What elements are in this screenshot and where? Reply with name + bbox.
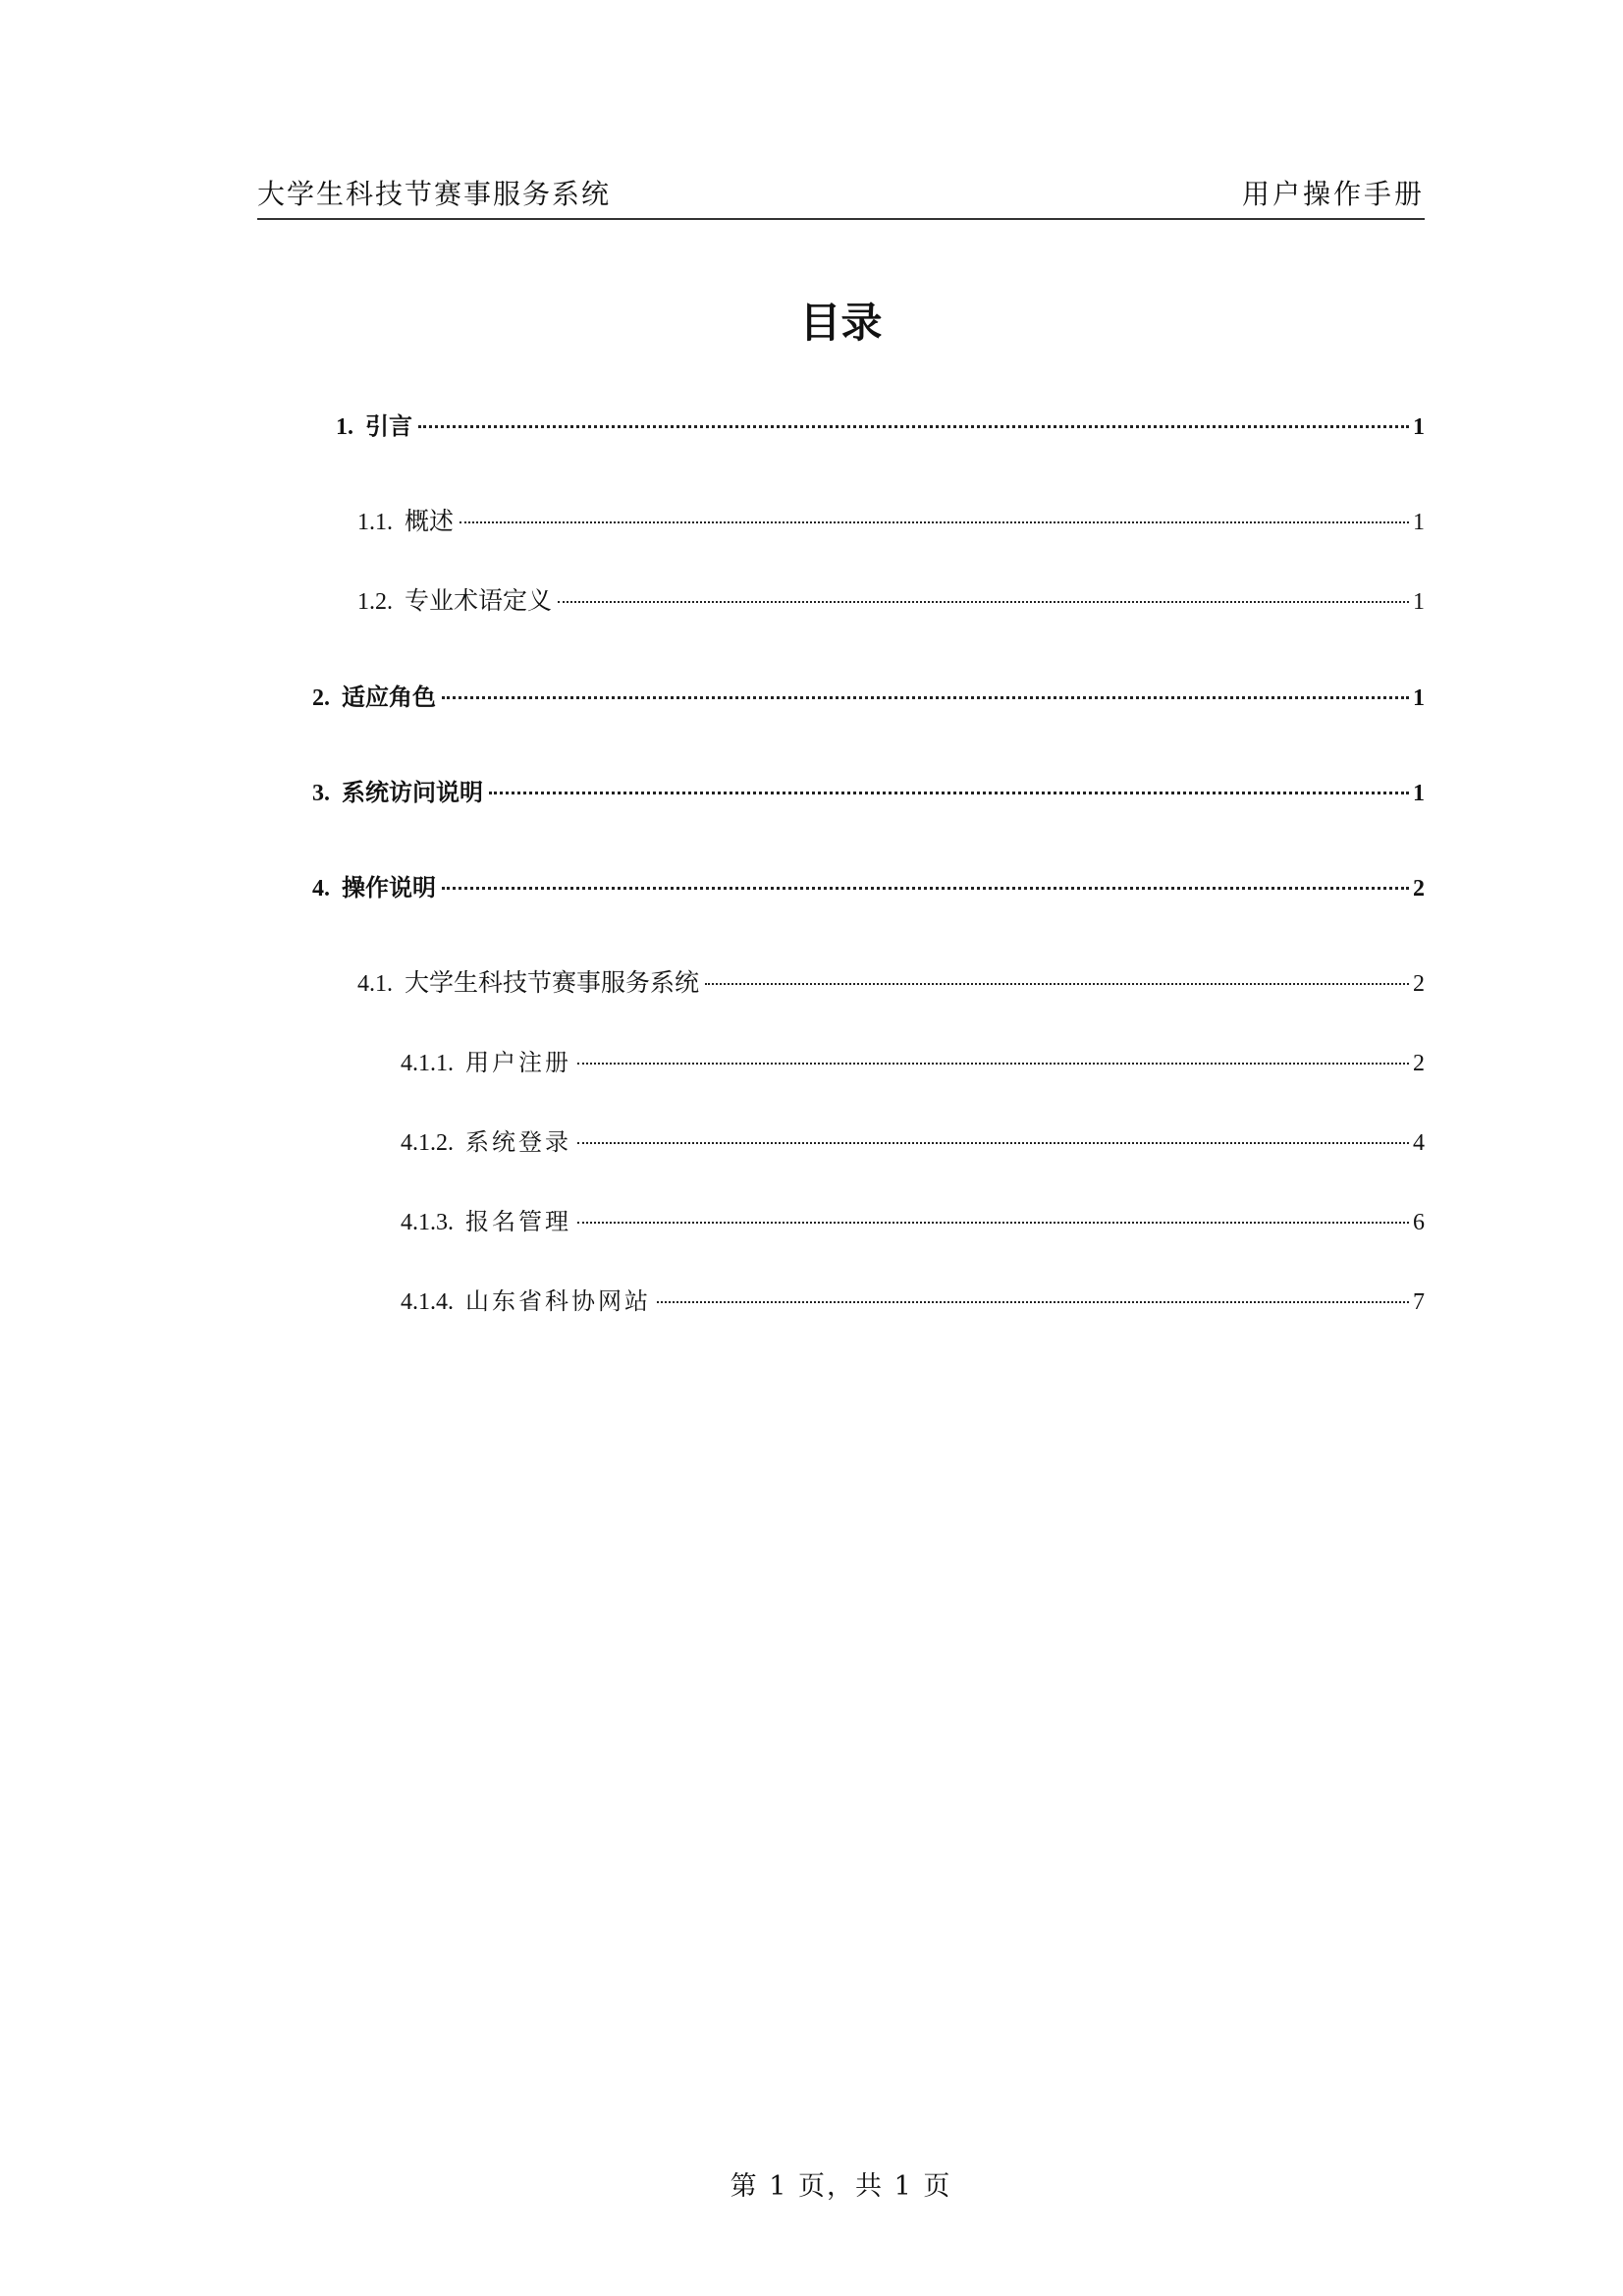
toc-entry-page: 4 [1413, 1130, 1425, 1156]
toc-dot-leader [489, 792, 1409, 794]
toc-entry-page: 2 [1413, 1051, 1425, 1076]
toc-dot-leader [418, 425, 1409, 428]
header-left-title: 大学生科技节赛事服务系统 [257, 178, 612, 210]
toc-entry-page: 6 [1413, 1210, 1425, 1235]
toc-entry-label: 大学生科技节赛事服务系统 [405, 968, 700, 997]
toc-entry-page: 1 [1413, 414, 1425, 440]
toc-entry-number: 1.1. [357, 510, 393, 535]
toc-entry-4-1-4[interactable] [401, 1282, 1425, 1317]
toc-entry-page: 1 [1413, 781, 1425, 806]
toc-entry-number: 4.1.4. [401, 1289, 454, 1315]
toc-entry-label: 操作说明 [342, 874, 436, 902]
toc-entry-page: 1 [1413, 685, 1425, 711]
toc-entry-2[interactable] [312, 678, 1425, 713]
toc-entry-page: 2 [1413, 876, 1425, 902]
toc-entry-4[interactable] [312, 868, 1425, 903]
toc-entry-page: 1 [1413, 589, 1425, 615]
toc-entry-number: 4.1.1. [401, 1051, 454, 1076]
toc-dot-leader [442, 887, 1409, 890]
toc-entry-label: 用户注册 [465, 1049, 571, 1076]
toc-entry-number: 4.1.3. [401, 1210, 454, 1235]
toc-dot-leader [577, 1142, 1409, 1144]
toc-entry-number: 1. [336, 414, 353, 440]
toc-entry-number: 2. [312, 685, 330, 711]
toc-entry-label: 专业术语定义 [405, 586, 553, 615]
toc-entry-number: 4.1. [357, 971, 393, 997]
header-divider [257, 218, 1425, 220]
toc-entry-page: 2 [1413, 971, 1425, 997]
toc-dot-leader [442, 696, 1409, 699]
header-right-title: 用户操作手册 [1241, 178, 1425, 210]
toc-dot-leader [577, 1222, 1409, 1224]
toc-dot-leader [657, 1301, 1409, 1303]
toc-entry-4-1-2[interactable] [401, 1122, 1425, 1158]
toc-dot-leader [705, 983, 1409, 985]
toc-dot-leader [558, 601, 1409, 603]
toc-entry-number: 4.1.2. [401, 1130, 454, 1156]
toc-entry-label: 报名管理 [465, 1208, 571, 1235]
toc-entry-4-1[interactable] [357, 963, 1425, 999]
toc-entry-number: 3. [312, 781, 330, 806]
toc-entry-number: 1.2. [357, 589, 393, 615]
toc-entry-label: 系统登录 [465, 1128, 571, 1156]
toc-entry-label: 适应角色 [342, 683, 436, 711]
toc-entry-number: 4. [312, 876, 330, 902]
toc-title: 目录 [799, 299, 883, 347]
toc-entry-1[interactable] [336, 407, 1425, 442]
toc-entry-4-1-1[interactable] [401, 1043, 1425, 1078]
toc-entry-label: 系统访问说明 [342, 779, 483, 806]
toc-entry-page: 7 [1413, 1289, 1425, 1315]
toc-entry-page: 1 [1413, 510, 1425, 535]
page-footer: 第 1 页，共 1 页 [730, 2171, 952, 2202]
toc-entry-label: 概述 [405, 507, 455, 535]
toc-entry-1-1[interactable] [357, 502, 1425, 537]
toc-dot-leader [577, 1063, 1409, 1065]
toc-dot-leader [460, 521, 1409, 523]
toc-entry-4-1-3[interactable] [401, 1202, 1425, 1237]
toc-entry-1-2[interactable] [357, 581, 1425, 617]
toc-entry-3[interactable] [312, 773, 1425, 808]
toc-entry-label: 引言 [365, 412, 412, 440]
toc-entry-label: 山东省科协网站 [465, 1287, 651, 1315]
